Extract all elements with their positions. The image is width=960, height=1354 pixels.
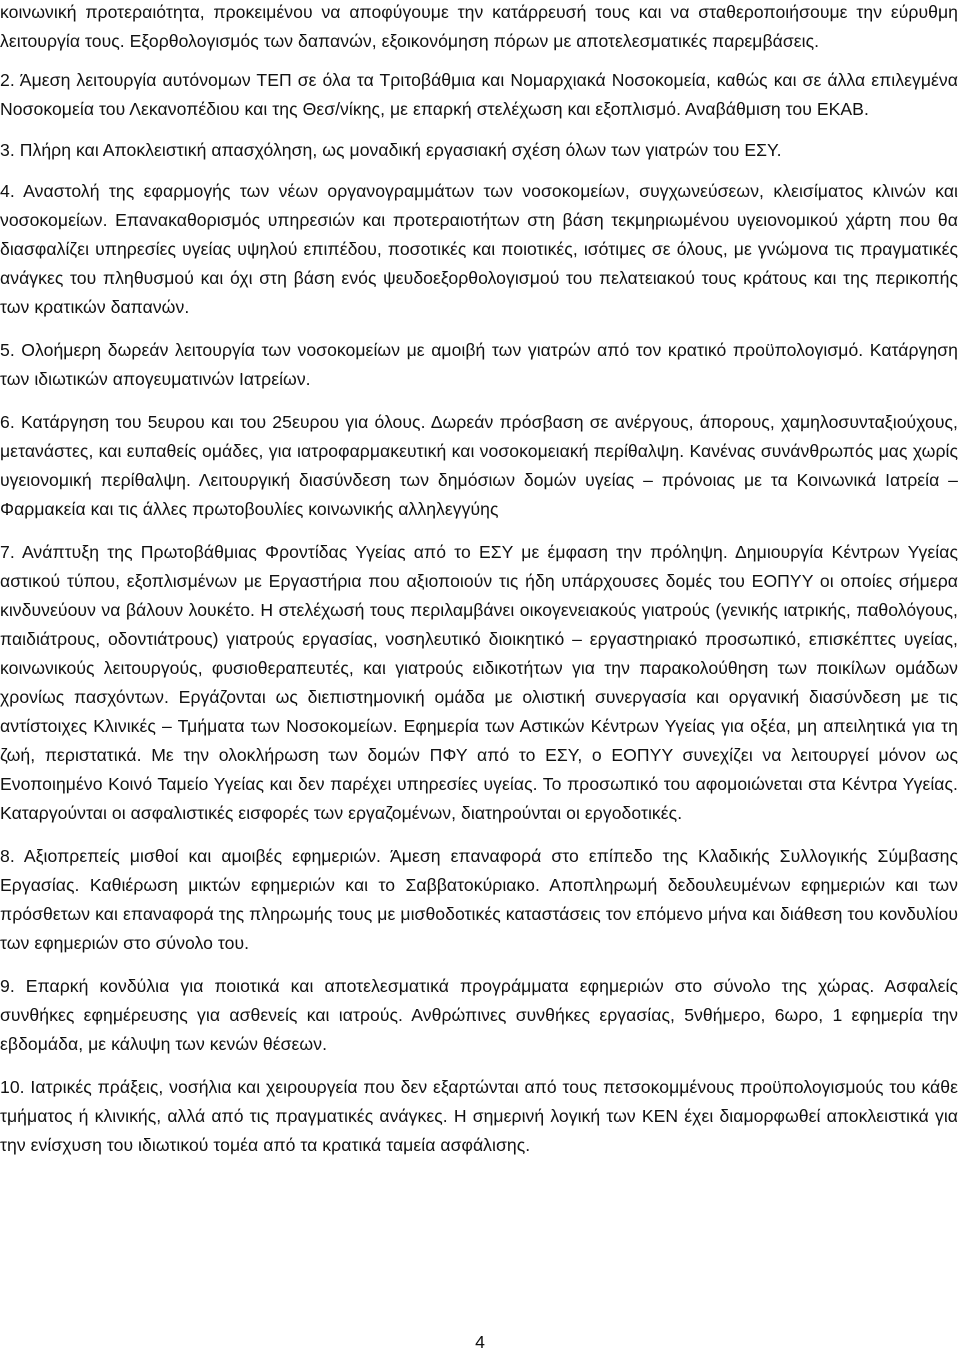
paragraph-item-2: 2. Άμεση λειτουργία αυτόνομων ΤΕΠ σε όλα τα Τριτοβάθμια και Νομαρχιακά Νοσοκομεία, καθώς και σε άλλα επιλεγμένα Νοσοκομεία του Λεκανοπέδιου και της Θεσ/νίκης, με επαρκή στελέχωση και εξοπλισμό. Αναβάθμιση του ΕΚΑΒ.	[0, 70, 958, 119]
paragraph-item-9: 9. Επαρκή κονδύλια για ποιοτικά και αποτελεσματικά προγράμματα εφημεριών στο σύνολο της χώρας. Ασφαλείς συνθήκες εφημέρευσης για ασθενείς και ιατρούς. Ανθρώπινες συνθήκες εργασίας, 5νθήμερο, 6ωρο, 1 εφημερία την εβδομάδα, με κάλυψη των κενών θέσεων.	[0, 976, 958, 1054]
page-number: 4	[475, 1332, 485, 1352]
paragraph-item-4: 4. Αναστολή της εφαρμογής των νέων οργανογραμμάτων των νοσοκομείων, συγχωνεύσεων, κλεισίματος κλινών και νοσοκομείων. Επανακαθορισμός υπηρεσιών και προτεραιοτήτων στη βάση τεκμηριωμένου υγειονομικού χάρτη που θα διασφαλίζει υπηρεσίες υγείας υψηλού επιπέδου, ποσοτικές και ποιοτικές, ισότιμες σε όλους, με γνώμονα τις πραγματικές ανάγκες του πληθυσμού και όχι στη βάση ενός ψευδοεξορθολογισμού του πελατειακού τους κράτους και της περικοπής των κρατικών δαπανών.	[0, 181, 958, 317]
paragraph-item-8: 8. Αξιοπρεπείς μισθοί και αμοιβές εφημεριών. Άμεση επαναφορά στο επίπεδο της Κλαδικής Συλλογικής Σύμβασης Εργασίας. Καθιέρωση μικτών εφημεριών και το Σαββατοκύριακο. Αποπληρωμή δεδουλευμένων εφημεριών και των πρόσθετων και επαναφορά της πληρωμής τους με μισθοδοτικές καταστάσεις τον επόμενο μήνα και διάθεση του κονδυλίου των εφημεριών στο σύνολο του.	[0, 846, 958, 953]
paragraph-item-6: 6. Κατάργηση του 5ευρου και του 25ευρου για όλους. Δωρεάν πρόσβαση σε ανέργους, άπορους, χαμηλοσυνταξιούχους, μετανάστες, και ευπαθείς ομάδες, για ιατροφαρμακευτική και νοσοκομειακή περίθαλψη. Κανένας συνάνθρωπός μας χωρίς υγειονομική περίθαλψη. Λειτουργική διασύνδεση των δημόσιων δομών υγείας – πρόνοιας με τα Κοινωνικά Ιατρεία – Φαρμακεία και τις άλλες πρωτοβουλίες κοινωνικής αλληλεγγύης	[0, 412, 958, 519]
paragraph-item-3: 3. Πλήρη και Αποκλειστική απασχόληση, ως μοναδική εργασιακή σχέση όλων των γιατρών του ΕΣΥ.	[0, 140, 782, 160]
paragraph-item-5: 5. Ολοήμερη δωρεάν λειτουργία των νοσοκομείων με αμοιβή των γιατρών από τον κρατικό προϋπολογισμό. Κατάργηση των ιδιωτικών απογευματινών Ιατρείων.	[0, 340, 958, 389]
paragraph-item-7: 7. Ανάπτυξη της Πρωτοβάθμιας Φροντίδας Υγείας από το ΕΣΥ με έμφαση την πρόληψη. Δημιουργία Κέντρων Υγείας αστικού τύπου, εξοπλισμένων με Εργαστήρια που αξιοποιούν τις ήδη υπάρχουσες δομές του ΕΟΠΥΥ οι οποίες σήμερα κινδυνεύουν να βάλουν λουκέτο. Η στελέχωσή τους περιλαμβάνει οικογενειακούς γιατρούς (γενικής ιατρικής, παθολόγους, παιδιάτρους, οδοντιάτρους) γιατρούς εργασίας, νοσηλευτικό διοικητικό – εργαστηριακό προσωπικό, επισκέπτες υγείας, κοινωνικούς λειτουργούς, φυσιοθεραπευτές, και γιατρούς ειδικοτήτων για την παρακολούθηση των ποικίλων ομάδων χρονίως πασχόντων. Εργάζονται ως διεπιστημονική ομάδα με ολιστική συνεργασία και οργανική διασύνδεση με τις αντίστοιχες Κλινικές – Τμήματα των Νοσοκομείων. Εφημερία των Αστικών Κέντρων Υγείας για οξέα, μη απειλητικά για τη ζωή, περιστατικά. Με την ολοκλήρωση των δομών ΠΦΥ από το ΕΣΥ, ο ΕΟΠΥΥ συνεχίζει να λειτουργεί μόνον ως Ενοποιημένο Κοινό Ταμείο Υγείας και δεν παρέχει υπηρεσίες υγείας. Το προσωπικό του αφομοιώνεται στα Κέντρα Υγείας. Καταργούνται οι ασφαλιστικές εισφορές των εργαζομένων, διατηρούνται οι εργοδοτικές.	[0, 542, 958, 823]
paragraph-item-10: 10. Ιατρικές πράξεις, νοσήλια και χειρουργεία που δεν εξαρτώνται από τους πετσοκομμένους προϋπολογισμούς του κάθε τμήματος ή κλινικής, αλλά από τις πραγματικές ανάγκες. Η σημερινή λογική των ΚΕΝ έχει διαμορφωθεί αποκλειστικά για την ενίσχυση του ιδιωτικού τομέα από τα κρατικά ταμεία ασφάλισης.	[0, 1077, 958, 1155]
paragraph-intro-continuation: κοινωνική προτεραιότητα, προκειμένου να αποφύγουμε την κατάρρευσή τους και να σταθεροποιήσουμε την εύρυθμη λειτουργία τους. Εξορθολογισμός των δαπανών, εξοικονόμηση πόρων με αποτελεσματικές παρεμβάσεις.	[0, 2, 958, 51]
